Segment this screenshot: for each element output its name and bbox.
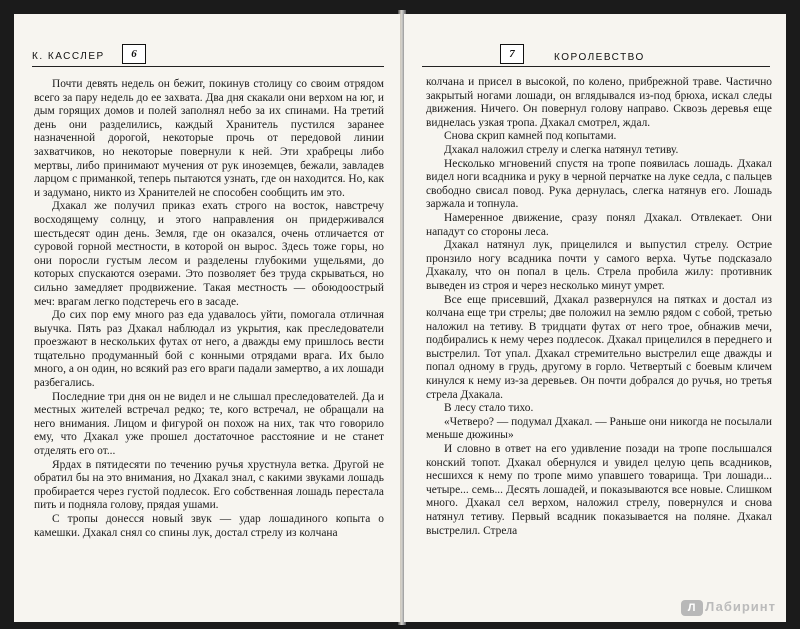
right-body-text	[426, 76, 772, 538]
paragraph: И словно в ответ на его удивление позади на тропе послышался конский топот. Дхакал обернулся и увидел целую цепь всадников, несшихся к нему по тропе мимо упавшего товарища. Три лошади... четыре... семь... Десять лошадей, и показываются все новые. Слишком много. Дхакал сел верхом, наложил стрелу, повернулся и снова натянул тетиву. Первый всадник показывается на поляне. Дхакал выстрелил. Стрела	[426, 443, 772, 537]
watermark-logo	[681, 599, 776, 616]
left-header-rule	[32, 66, 384, 67]
paragraph: Снова скрип камней под копытами.	[444, 130, 617, 143]
paragraph: С тропы донесся новый звук — удар лошадиного копыта о камешки. Дхакал снял со спины лук, достал стрелу из колчана	[34, 513, 384, 539]
right-running-head: КОРОЛЕВСТВО	[554, 52, 645, 63]
right-header-rule	[422, 66, 770, 67]
paragraph: Намеренное движение, сразу понял Дхакал. Отвлекает. Они нападут со стороны леса.	[426, 211, 772, 238]
left-running-head: К. КАССЛЕР	[32, 51, 105, 62]
left-page-number: 6	[122, 44, 146, 64]
right-page-number: 7	[500, 44, 524, 64]
paragraph: Дхакал натянул лук, прицелился и выпустил стрелу. Острие пронзило ногу всадника почти у самого верха. Чутье подсказало Дхакалу, что он попал в цель. Стрела пробила жилу: противник выведен из строя и через несколько минут умрет.	[426, 239, 772, 292]
paragraph: «Четверо? — подумал Дхакал. — Раньше они никогда не посылали меньше дюжины»	[426, 415, 772, 442]
paragraph: Ярдах в пятидесяти по течению ручья хрустнула ветка. Другой не обратил бы на это внимания, но Дхакал знал, с какими звуками лошадь пробирается через густой подлесок. Его собственная лошадь перестала пить и подняла голову, прядая ушами.	[34, 458, 384, 512]
paragraph: Несколько мгновений спустя на тропе появилась лошадь. Дхакал видел ноги всадника и руку в черной перчатке на луке седла, с пальцев свободно свисал повод. Рука дернулась, слегка натянув его. Лошадь заржала и топнула.	[426, 157, 772, 211]
paragraph: Все еще присевший, Дхакал развернулся на пятках и достал из колчана еще три стрелы; две положил на землю рядом с собой, третью наложил на тетиву. В тридцати футах от него трое, обнажив мечи, подбирались к нему через подлесок. Дхакал прицелился в переднего и выстрелил. Тот упал. Дхакал стремительно выстрелил еще дважды и попал одному в грудь, другому в горло. Четвертый с боевым кличем кинулся к нему из-за деревьев. Он почти добрался до ручья, но третья стрела Дхакала.	[426, 293, 772, 401]
paragraph: Дхакал же получил приказ ехать строго на восток, навстречу восходящему солнцу, и этого направления он придерживался шестьдесят один день. Земля, где он оказался, очень отличается от суровой горной местности, в которой он вырос. Здесь тоже горы, но они поросли густым лесом и разделены глубокими ущельями, до которых спускаются озерами. Это позволяет без труда скрываться, но сильно замедляет продвижение. Такая местность — обоюдоострый меч: врагам легко подстеречь его в засаде.	[34, 200, 384, 308]
paragraph: Последние три дня он не видел и не слышал преследователей. Да и местных жителей встречал редко; те, кого встречал, не обращали на него внимания. Лицом и фигурой он похож на них, так что говорило ему, что Дхакал уже прошел достаточное расстояние и не станет отделять его от...	[34, 390, 384, 458]
paragraph: До сих пор ему много раз еда удавалось уйти, помогала отличная выучка. Пять раз Дхакал наблюдал из укрытия, как преследователи проезжают в нескольких футах от него, а дважды ему пришлось вести тщательно продуманный бой с конными отрядами врага. Их было много, а он один, но всякий раз его враги падали замертво, а их лошади разбегались.	[34, 309, 384, 390]
left-page	[14, 14, 401, 622]
paragraph: Дхакал наложил стрелу и слегка натянул тетиву.	[444, 143, 679, 156]
paragraph: колчана и присел в высокой, по колено, прибрежной траве. Частично закрытый ногами лошади, он вглядывался из-под брюха, искал следы движения. Ничего. Он повернул голову направо. Сквозь деревья еще виднелась узкая тропа. Дхакал смотрел, ждал.	[426, 76, 772, 129]
paragraph: В лесу стало тихо.	[444, 402, 534, 415]
left-body-text	[34, 78, 384, 540]
watermark-text: Лабиринт	[705, 599, 776, 615]
paragraph: Почти девять недель он бежит, покинув столицу со своим отрядом всего за пару недель до ее захвата. Два дня скакали они верхом на юг, и дым горящих домов и полей заполнял небо за их спинами. На третий день они разделились, каждый Хранитель пустился заранее назначенной дорогой, некоторые прочь от передовой линии захватчиков, но некоторые повернули к ней. Эти храбрецы либо мертвы, либо принимают мучения от рук иноземцев, бежали, завладев ларцом с приманкой, теперь пытаются узнать, где он находится. Но, как и задумано, никто из Хранителей не способен сообщить им это.	[34, 78, 384, 199]
right-page	[404, 14, 786, 622]
labirint-logo-icon: Л	[681, 600, 703, 616]
